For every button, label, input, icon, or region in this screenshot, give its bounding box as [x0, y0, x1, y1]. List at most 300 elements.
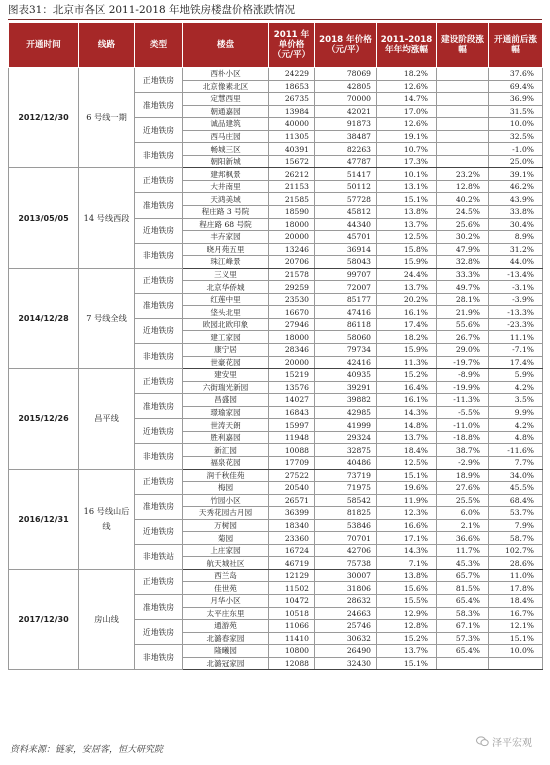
- price-2018-cell: 47416: [315, 306, 377, 319]
- open-date-cell: 2017/12/30: [9, 569, 79, 669]
- estate-cell: 天鸿美域: [183, 193, 269, 206]
- header-opening-growth: 开通前后涨幅: [489, 23, 543, 68]
- price-2011-cell: 10800: [269, 645, 315, 658]
- construction-growth-cell: 38.7%: [437, 444, 489, 457]
- price-2011-cell: 21585: [269, 193, 315, 206]
- price-2018-cell: 44340: [315, 218, 377, 231]
- type-cell: 近地铁房: [135, 118, 183, 143]
- price-2011-cell: 16843: [269, 406, 315, 419]
- header-2011-price: 2011 年单价格（元/平）: [269, 23, 315, 68]
- construction-growth-cell: 57.3%: [437, 632, 489, 645]
- opening-growth-cell: 53.7%: [489, 507, 543, 520]
- price-2018-cell: 32875: [315, 444, 377, 457]
- price-2011-cell: 13576: [269, 381, 315, 394]
- opening-growth-cell: 44.0%: [489, 256, 543, 269]
- type-cell: 准地铁房: [135, 394, 183, 419]
- price-2018-cell: 45701: [315, 231, 377, 244]
- annual-growth-cell: 15.1%: [377, 193, 437, 206]
- annual-growth-cell: 18.4%: [377, 444, 437, 457]
- price-2018-cell: 85177: [315, 293, 377, 306]
- estate-cell: 朝阳新城: [183, 155, 269, 168]
- estate-cell: 垡头北里: [183, 306, 269, 319]
- estate-cell: 定慧西里: [183, 93, 269, 106]
- annual-growth-cell: 18.2%: [377, 331, 437, 344]
- annual-growth-cell: 13.7%: [377, 218, 437, 231]
- construction-growth-cell: 28.1%: [437, 293, 489, 306]
- price-2018-cell: 58542: [315, 494, 377, 507]
- estate-cell: 北潞冠家园: [183, 657, 269, 670]
- price-2018-cell: 41999: [315, 419, 377, 432]
- construction-growth-cell: 2.1%: [437, 519, 489, 532]
- annual-growth-cell: 12.3%: [377, 507, 437, 520]
- table-row: [9, 569, 543, 582]
- construction-growth-cell: 67.1%: [437, 620, 489, 633]
- construction-growth-cell: 21.9%: [437, 306, 489, 319]
- estate-cell: 珠江峰景: [183, 256, 269, 269]
- price-2018-cell: 75738: [315, 557, 377, 570]
- opening-growth-cell: 16.7%: [489, 607, 543, 620]
- price-2011-cell: 27522: [269, 469, 315, 482]
- price-2018-cell: 99707: [315, 268, 377, 281]
- estate-cell: 航天城社区: [183, 557, 269, 570]
- construction-growth-cell: [437, 93, 489, 106]
- opening-growth-cell: 37.6%: [489, 68, 543, 81]
- open-date-cell: 2012/12/30: [9, 68, 79, 168]
- type-cell: 近地铁房: [135, 419, 183, 444]
- annual-growth-cell: 18.2%: [377, 68, 437, 81]
- construction-growth-cell: 55.6%: [437, 318, 489, 331]
- type-cell: 正地铁房: [135, 369, 183, 394]
- opening-growth-cell: 34.0%: [489, 469, 543, 482]
- construction-growth-cell: 49.7%: [437, 281, 489, 294]
- estate-cell: 胜利嘉园: [183, 431, 269, 444]
- annual-growth-cell: 19.1%: [377, 130, 437, 143]
- opening-growth-cell: 4.8%: [489, 431, 543, 444]
- table-row: [9, 268, 543, 281]
- annual-growth-cell: 11.3%: [377, 356, 437, 369]
- construction-growth-cell: -11.0%: [437, 419, 489, 432]
- construction-growth-cell: 36.6%: [437, 532, 489, 545]
- opening-growth-cell: 68.4%: [489, 494, 543, 507]
- table-row: [9, 68, 543, 81]
- type-cell: 近地铁房: [135, 318, 183, 343]
- annual-growth-cell: 15.8%: [377, 243, 437, 256]
- price-2018-cell: 28632: [315, 594, 377, 607]
- type-cell: 非地铁房: [135, 645, 183, 670]
- price-2018-cell: 36914: [315, 243, 377, 256]
- price-2011-cell: 11305: [269, 130, 315, 143]
- price-2011-cell: 14027: [269, 394, 315, 407]
- opening-growth-cell: 69.4%: [489, 80, 543, 93]
- price-2011-cell: 23360: [269, 532, 315, 545]
- annual-growth-cell: 15.1%: [377, 469, 437, 482]
- price-2011-cell: 15219: [269, 369, 315, 382]
- opening-growth-cell: 28.6%: [489, 557, 543, 570]
- annual-growth-cell: 16.4%: [377, 381, 437, 394]
- price-2018-cell: 81825: [315, 507, 377, 520]
- annual-growth-cell: 13.8%: [377, 569, 437, 582]
- estate-cell: 康宁居: [183, 344, 269, 357]
- price-2018-cell: 29324: [315, 431, 377, 444]
- opening-growth-cell: -3.1%: [489, 281, 543, 294]
- price-2011-cell: 11410: [269, 632, 315, 645]
- header-open-date: 开通时间: [9, 23, 79, 68]
- line-cell: 7 号线全线: [79, 268, 135, 368]
- annual-growth-cell: 15.5%: [377, 594, 437, 607]
- estate-cell: 朝通嘉园: [183, 105, 269, 118]
- price-2011-cell: 18000: [269, 218, 315, 231]
- type-cell: 准地铁房: [135, 193, 183, 218]
- price-2018-cell: 78069: [315, 68, 377, 81]
- construction-growth-cell: 6.0%: [437, 507, 489, 520]
- annual-growth-cell: 14.3%: [377, 406, 437, 419]
- price-2018-cell: 91873: [315, 118, 377, 131]
- type-cell: 正地铁房: [135, 68, 183, 93]
- header-estate: 楼盘: [183, 23, 269, 68]
- price-2018-cell: 58060: [315, 331, 377, 344]
- price-2011-cell: 10088: [269, 444, 315, 457]
- price-2011-cell: 40000: [269, 118, 315, 131]
- opening-growth-cell: 36.9%: [489, 93, 543, 106]
- opening-growth-cell: 7.9%: [489, 519, 543, 532]
- type-cell: 近地铁房: [135, 218, 183, 243]
- annual-growth-cell: 12.8%: [377, 620, 437, 633]
- price-2018-cell: 26490: [315, 645, 377, 658]
- price-2018-cell: 42706: [315, 544, 377, 557]
- header-type: 类型: [135, 23, 183, 68]
- price-2011-cell: 12088: [269, 657, 315, 670]
- estate-cell: 建工家园: [183, 331, 269, 344]
- annual-growth-cell: 12.6%: [377, 80, 437, 93]
- header-2018-price: 2018 年价格（元/平）: [315, 23, 377, 68]
- annual-growth-cell: 15.6%: [377, 582, 437, 595]
- wechat-icon: [476, 736, 489, 747]
- line-cell: 房山线: [79, 569, 135, 669]
- price-2011-cell: 15672: [269, 155, 315, 168]
- opening-growth-cell: 5.9%: [489, 369, 543, 382]
- price-2011-cell: 11066: [269, 620, 315, 633]
- estate-cell: 万树园: [183, 519, 269, 532]
- opening-growth-cell: 32.5%: [489, 130, 543, 143]
- opening-growth-cell: [489, 657, 543, 670]
- estate-cell: 六街瑞光新园: [183, 381, 269, 394]
- estate-cell: 上庄家园: [183, 544, 269, 557]
- type-cell: 非地铁房: [135, 243, 183, 268]
- price-2018-cell: 82263: [315, 143, 377, 156]
- price-2018-cell: 25746: [315, 620, 377, 633]
- type-cell: 正地铁房: [135, 569, 183, 594]
- estate-cell: 世豪花园: [183, 356, 269, 369]
- construction-growth-cell: 32.8%: [437, 256, 489, 269]
- table-row: [9, 168, 543, 181]
- opening-growth-cell: 31.5%: [489, 105, 543, 118]
- price-2018-cell: 24663: [315, 607, 377, 620]
- opening-growth-cell: 11.1%: [489, 331, 543, 344]
- type-cell: 近地铁房: [135, 620, 183, 645]
- estate-cell: 程庄路 68 号院: [183, 218, 269, 231]
- price-2018-cell: 42985: [315, 406, 377, 419]
- price-2018-cell: 70701: [315, 532, 377, 545]
- price-2018-cell: 53846: [315, 519, 377, 532]
- construction-growth-cell: 81.5%: [437, 582, 489, 595]
- price-2018-cell: 72007: [315, 281, 377, 294]
- annual-growth-cell: 13.7%: [377, 431, 437, 444]
- type-cell: 非地铁房: [135, 444, 183, 469]
- price-2011-cell: 11948: [269, 431, 315, 444]
- construction-growth-cell: 40.2%: [437, 193, 489, 206]
- price-2018-cell: 40935: [315, 369, 377, 382]
- open-date-cell: 2015/12/26: [9, 369, 79, 469]
- price-2018-cell: 30007: [315, 569, 377, 582]
- opening-growth-cell: 4.2%: [489, 381, 543, 394]
- estate-cell: 西马庄园: [183, 130, 269, 143]
- construction-growth-cell: 30.2%: [437, 231, 489, 244]
- watermark-text: 泽平宏观: [492, 738, 532, 749]
- table-row: [9, 469, 543, 482]
- price-2011-cell: 16724: [269, 544, 315, 557]
- type-cell: 准地铁房: [135, 293, 183, 318]
- annual-growth-cell: 13.1%: [377, 180, 437, 193]
- caption-rule: [8, 19, 542, 20]
- open-date-cell: 2013/05/05: [9, 168, 79, 268]
- construction-growth-cell: 33.3%: [437, 268, 489, 281]
- price-2011-cell: 13246: [269, 243, 315, 256]
- opening-growth-cell: 46.2%: [489, 180, 543, 193]
- price-2011-cell: 36399: [269, 507, 315, 520]
- annual-growth-cell: 13.7%: [377, 645, 437, 658]
- annual-growth-cell: 12.9%: [377, 607, 437, 620]
- construction-growth-cell: [437, 143, 489, 156]
- annual-growth-cell: 11.9%: [377, 494, 437, 507]
- construction-growth-cell: [437, 155, 489, 168]
- price-2011-cell: 15997: [269, 419, 315, 432]
- price-2011-cell: 10472: [269, 594, 315, 607]
- price-2011-cell: 20540: [269, 482, 315, 495]
- annual-growth-cell: 10.7%: [377, 143, 437, 156]
- price-2011-cell: 12129: [269, 569, 315, 582]
- opening-growth-cell: 9.9%: [489, 406, 543, 419]
- estate-cell: 丰卉家园: [183, 231, 269, 244]
- chart-caption: 图表31：北京市各区 2011-2018 年地铁房楼盘价格涨跌情况: [8, 4, 296, 16]
- annual-growth-cell: 14.3%: [377, 544, 437, 557]
- type-cell: 正地铁房: [135, 469, 183, 494]
- construction-growth-cell: -18.8%: [437, 431, 489, 444]
- opening-growth-cell: -13.3%: [489, 306, 543, 319]
- price-2011-cell: 17709: [269, 456, 315, 469]
- estate-cell: 梅园: [183, 482, 269, 495]
- open-date-cell: 2016/12/31: [9, 469, 79, 569]
- price-2011-cell: 26735: [269, 93, 315, 106]
- estate-cell: 润千秋佳苑: [183, 469, 269, 482]
- line-cell: 14 号线西段: [79, 168, 135, 268]
- price-2011-cell: 20000: [269, 356, 315, 369]
- opening-growth-cell: 12.1%: [489, 620, 543, 633]
- estate-cell: 隆曦园: [183, 645, 269, 658]
- price-2018-cell: 51417: [315, 168, 377, 181]
- opening-growth-cell: 45.5%: [489, 482, 543, 495]
- type-cell: 正地铁房: [135, 168, 183, 193]
- opening-growth-cell: 33.8%: [489, 206, 543, 219]
- type-cell: 非地铁房: [135, 344, 183, 369]
- table-row: [9, 369, 543, 382]
- header-row: [9, 23, 543, 68]
- header-construction-growth: 建设阶段涨幅: [437, 23, 489, 68]
- construction-growth-cell: 12.8%: [437, 180, 489, 193]
- price-2011-cell: 27946: [269, 318, 315, 331]
- header-line: 线路: [79, 23, 135, 68]
- construction-growth-cell: -8.9%: [437, 369, 489, 382]
- table-body: [9, 68, 543, 670]
- price-2018-cell: 39291: [315, 381, 377, 394]
- type-cell: 准地铁房: [135, 494, 183, 519]
- annual-growth-cell: 14.7%: [377, 93, 437, 106]
- estate-cell: 通游苑: [183, 620, 269, 633]
- annual-growth-cell: 14.8%: [377, 419, 437, 432]
- opening-growth-cell: -3.9%: [489, 293, 543, 306]
- estate-cell: 新汇园: [183, 444, 269, 457]
- construction-growth-cell: 23.2%: [437, 168, 489, 181]
- construction-growth-cell: -19.7%: [437, 356, 489, 369]
- price-2011-cell: 26212: [269, 168, 315, 181]
- estate-cell: 北京像素北区: [183, 80, 269, 93]
- annual-growth-cell: 24.4%: [377, 268, 437, 281]
- price-2018-cell: 57728: [315, 193, 377, 206]
- estate-cell: 月华小区: [183, 594, 269, 607]
- estate-cell: 昌盛园: [183, 394, 269, 407]
- construction-growth-cell: 65.7%: [437, 569, 489, 582]
- line-cell: 昌平线: [79, 369, 135, 469]
- price-table: [8, 22, 543, 670]
- annual-growth-cell: 13.7%: [377, 281, 437, 294]
- price-2011-cell: 26571: [269, 494, 315, 507]
- estate-cell: 西兰岛: [183, 569, 269, 582]
- price-2018-cell: 39882: [315, 394, 377, 407]
- source-note: 资料来源：链家，安居客，恒大研究院: [10, 745, 164, 755]
- estate-cell: 太平庄东里: [183, 607, 269, 620]
- opening-growth-cell: 18.4%: [489, 594, 543, 607]
- estate-cell: 畅城三区: [183, 143, 269, 156]
- construction-growth-cell: [437, 80, 489, 93]
- estate-cell: 佳世苑: [183, 582, 269, 595]
- construction-growth-cell: 65.4%: [437, 594, 489, 607]
- estate-cell: 天秀花园古月园: [183, 507, 269, 520]
- type-cell: 正地铁房: [135, 268, 183, 293]
- annual-growth-cell: 17.4%: [377, 318, 437, 331]
- estate-cell: 福泉花园: [183, 456, 269, 469]
- estate-cell: 晓月苑五里: [183, 243, 269, 256]
- opening-growth-cell: 39.1%: [489, 168, 543, 181]
- line-cell: 16 号线山后线: [79, 469, 135, 569]
- annual-growth-cell: 12.6%: [377, 118, 437, 131]
- price-2018-cell: 31806: [315, 582, 377, 595]
- price-2011-cell: 11502: [269, 582, 315, 595]
- opening-growth-cell: -11.6%: [489, 444, 543, 457]
- annual-growth-cell: 12.5%: [377, 456, 437, 469]
- opening-growth-cell: 8.9%: [489, 231, 543, 244]
- annual-growth-cell: 7.1%: [377, 557, 437, 570]
- construction-growth-cell: 45.3%: [437, 557, 489, 570]
- annual-growth-cell: 17.0%: [377, 105, 437, 118]
- estate-cell: 璟瑜家园: [183, 406, 269, 419]
- construction-growth-cell: 25.6%: [437, 218, 489, 231]
- annual-growth-cell: 10.1%: [377, 168, 437, 181]
- annual-growth-cell: 15.2%: [377, 632, 437, 645]
- construction-growth-cell: 65.4%: [437, 645, 489, 658]
- construction-growth-cell: -11.3%: [437, 394, 489, 407]
- price-2018-cell: 47787: [315, 155, 377, 168]
- estate-cell: 建邦枫景: [183, 168, 269, 181]
- price-2011-cell: 23530: [269, 293, 315, 306]
- price-2018-cell: 58043: [315, 256, 377, 269]
- annual-growth-cell: 19.6%: [377, 482, 437, 495]
- price-2011-cell: 18000: [269, 331, 315, 344]
- construction-growth-cell: -2.9%: [437, 456, 489, 469]
- opening-growth-cell: 17.8%: [489, 582, 543, 595]
- price-2018-cell: 50112: [315, 180, 377, 193]
- construction-growth-cell: 26.7%: [437, 331, 489, 344]
- construction-growth-cell: [437, 118, 489, 131]
- annual-growth-cell: 16.1%: [377, 306, 437, 319]
- price-2011-cell: 20706: [269, 256, 315, 269]
- estate-cell: 北潞春家园: [183, 632, 269, 645]
- estate-cell: 建安里: [183, 369, 269, 382]
- estate-cell: 西朴小区: [183, 68, 269, 81]
- construction-growth-cell: 25.5%: [437, 494, 489, 507]
- line-cell: 6 号线一期: [79, 68, 135, 168]
- opening-growth-cell: 7.7%: [489, 456, 543, 469]
- construction-growth-cell: 24.5%: [437, 206, 489, 219]
- price-2018-cell: 71975: [315, 482, 377, 495]
- opening-growth-cell: 58.7%: [489, 532, 543, 545]
- construction-growth-cell: 18.9%: [437, 469, 489, 482]
- estate-cell: 北京华侨城: [183, 281, 269, 294]
- opening-growth-cell: 15.1%: [489, 632, 543, 645]
- annual-growth-cell: 15.1%: [377, 657, 437, 670]
- opening-growth-cell: 30.4%: [489, 218, 543, 231]
- header-annual-growth: 2011-2018 年年均涨幅: [377, 23, 437, 68]
- annual-growth-cell: 17.1%: [377, 532, 437, 545]
- type-cell: 非地铁房: [135, 143, 183, 168]
- annual-growth-cell: 15.2%: [377, 369, 437, 382]
- price-2018-cell: 73719: [315, 469, 377, 482]
- estate-cell: 菊园: [183, 532, 269, 545]
- estate-cell: 世涛天朗: [183, 419, 269, 432]
- construction-growth-cell: [437, 105, 489, 118]
- opening-growth-cell: 31.2%: [489, 243, 543, 256]
- opening-growth-cell: -23.3%: [489, 318, 543, 331]
- type-cell: 近地铁房: [135, 519, 183, 544]
- estate-cell: 大井南里: [183, 180, 269, 193]
- price-2011-cell: 10518: [269, 607, 315, 620]
- opening-growth-cell: 11.0%: [489, 569, 543, 582]
- price-2018-cell: 38487: [315, 130, 377, 143]
- construction-growth-cell: 27.6%: [437, 482, 489, 495]
- opening-growth-cell: 4.2%: [489, 419, 543, 432]
- opening-growth-cell: 17.4%: [489, 356, 543, 369]
- opening-growth-cell: -13.4%: [489, 268, 543, 281]
- estate-cell: 诚品建筑: [183, 118, 269, 131]
- price-2011-cell: 29259: [269, 281, 315, 294]
- construction-growth-cell: [437, 68, 489, 81]
- annual-growth-cell: 13.8%: [377, 206, 437, 219]
- price-2018-cell: 70000: [315, 93, 377, 106]
- construction-growth-cell: 11.7%: [437, 544, 489, 557]
- annual-growth-cell: 15.9%: [377, 256, 437, 269]
- price-2018-cell: 42021: [315, 105, 377, 118]
- construction-growth-cell: [437, 657, 489, 670]
- price-2011-cell: 46719: [269, 557, 315, 570]
- annual-growth-cell: 17.3%: [377, 155, 437, 168]
